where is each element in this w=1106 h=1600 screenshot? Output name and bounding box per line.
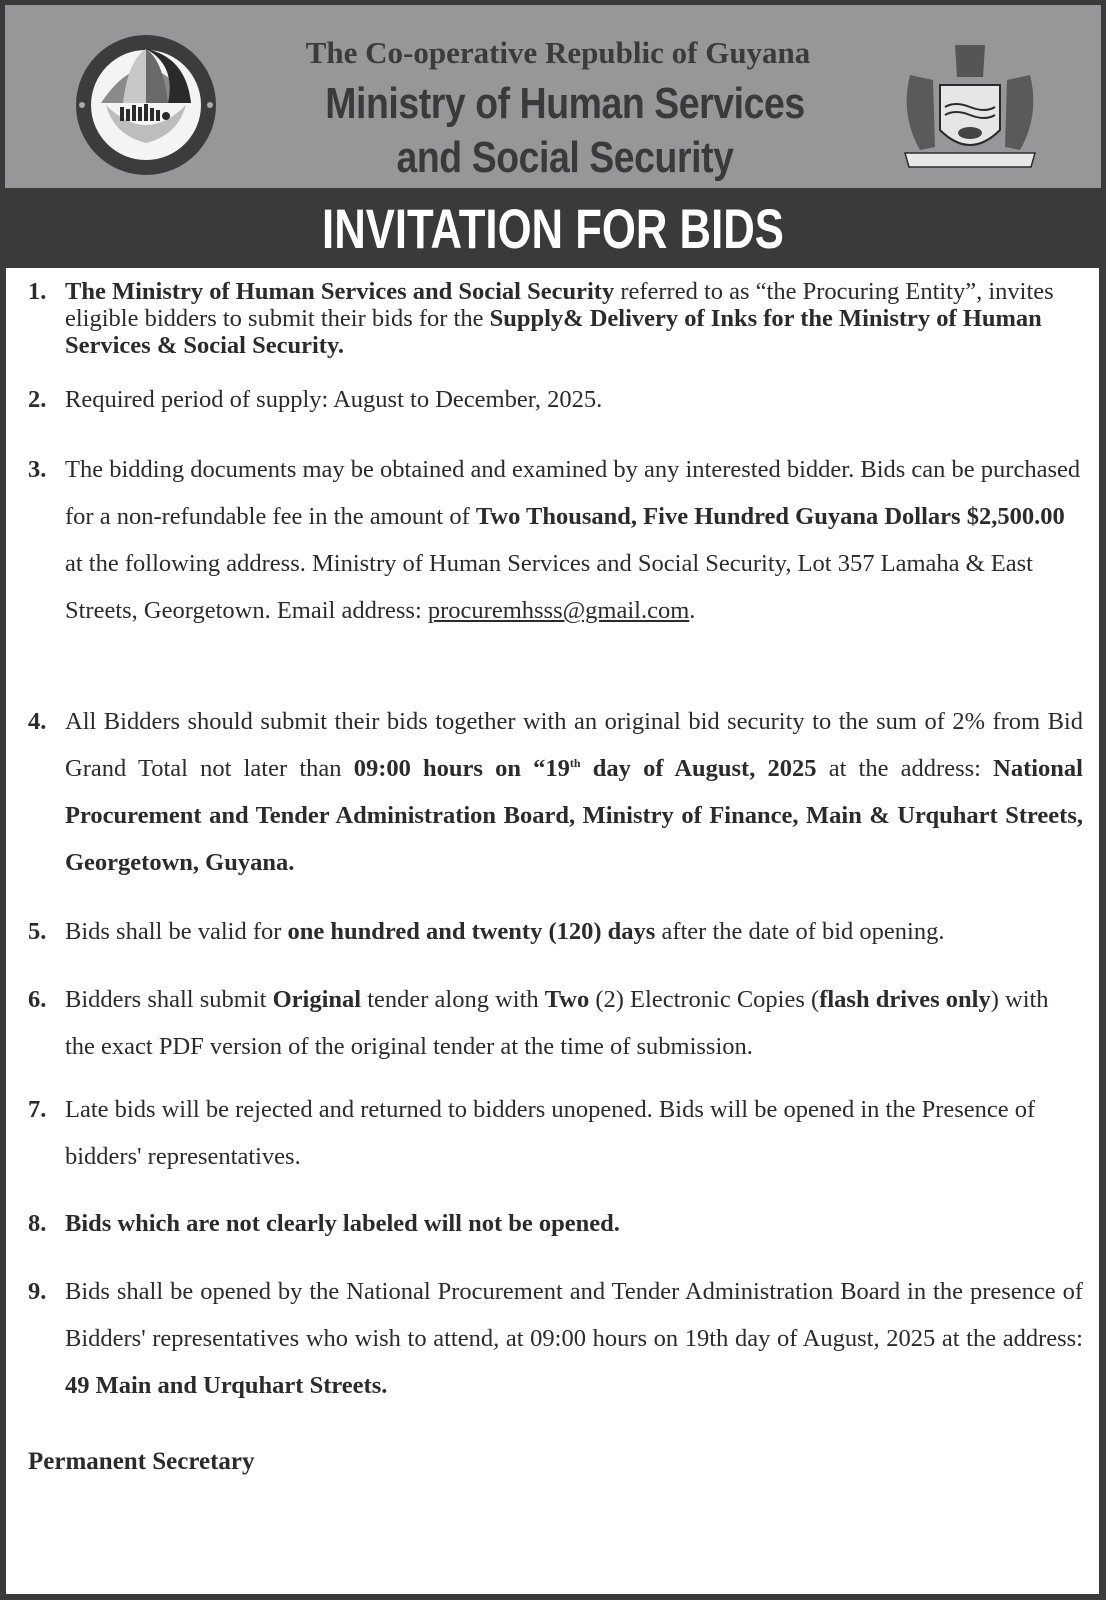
list-item — [28, 908, 1083, 955]
list-item — [28, 976, 1083, 1070]
ministry-name-line1: Ministry of Human Services — [325, 79, 805, 128]
item-text: Bids shall be valid for one hundred and twenty (120) days after the date of bid opening. — [65, 918, 945, 945]
bold-text: Two — [544, 986, 590, 1013]
item-number: 6. — [28, 986, 47, 1013]
bold-text: Supply& Delivery of Inks for the Ministry of Human Services & Social Security. — [65, 305, 1042, 359]
bold-text: Bids which are not clearly labeled will not be opened. — [65, 1210, 620, 1237]
page-title: INVITATION FOR BIDS — [322, 197, 784, 260]
item-text: The Ministry of Human Services and Social Security referred to as “the Procuring Entity”, invites eligible bidders to submit their bids for the Supply& Delivery of Inks for the Ministry of Human Services & Social Security. — [65, 278, 1054, 359]
list-item — [28, 1086, 1083, 1180]
email-link[interactable]: procuremhsss@gmail.com — [427, 597, 690, 624]
ordinal-suffix: th — [569, 755, 581, 770]
item-number: 5. — [28, 918, 47, 945]
list-item — [28, 446, 1083, 634]
country-name: The Co-operative Republic of Guyana — [305, 35, 811, 70]
bold-text: 09:00 hours on “19 — [353, 755, 570, 782]
item-number: 4. — [28, 708, 47, 735]
bold-text: 49 Main and Urquhart Streets. — [65, 1372, 388, 1399]
item-text: The bidding documents may be obtained and examined by any interested bidder. Bids can be purchased for a non-refundable fee in the amount of Two Thousand, Five Hundred Guyana Dollars $2,500.00 at the following address. Ministry of Human Services and Social Security, Lot 357 Lamaha & East Streets, Georgetown. Email address: procuremhsss@gmail.com. — [65, 456, 1081, 624]
item-number: 2. — [28, 386, 47, 413]
notice-body — [6, 268, 1099, 1594]
bold-text: National Procurement and Tender Administration Board, Ministry of Finance, Main & Urquhart Streets, Georgetown, Guyana. — [65, 755, 1083, 876]
list-item — [28, 278, 1083, 359]
list-item — [28, 376, 1083, 423]
item-number: 8. — [28, 1210, 47, 1237]
signature: Permanent Secretary — [28, 1448, 255, 1475]
bold-text: Two Thousand, Five Hundred Guyana Dollars $2,500.00 — [475, 503, 1065, 530]
bold-text: Original — [272, 986, 362, 1013]
item-number: 3. — [28, 456, 47, 483]
item-number: 1. — [28, 278, 47, 305]
ministry-name-line2: and Social Security — [396, 133, 734, 182]
title-band — [5, 190, 1101, 266]
bold-text: day of August, 2025 — [580, 755, 817, 782]
list-item — [28, 1200, 1083, 1247]
bold-text: one hundred and twenty (120) days — [287, 918, 656, 945]
item-text — [65, 1200, 1083, 1247]
item-number: 7. — [28, 1096, 47, 1123]
list-item — [28, 1268, 1083, 1409]
item-number: 9. — [28, 1278, 47, 1305]
item-text: Bids shall be opened by the National Procurement and Tender Administration Board in the presence of Bidders' representatives who wish to attend, at 09:00 hours on 19th day of August, 2025 at the address: 49 Main and Urquhart Streets. — [65, 1278, 1083, 1399]
item-text: Required period of supply: August to December, 2025. — [65, 386, 603, 413]
header-band — [5, 5, 1101, 188]
item-text: Late bids will be rejected and returned to bidders unopened. Bids will be opened in the Presence of bidders' representatives. — [65, 1096, 1036, 1170]
bold-text: flash drives only — [819, 986, 991, 1013]
bold-text: The Ministry of Human Services and Social Security — [65, 278, 615, 305]
list-item — [28, 698, 1083, 886]
item-text: Bidders shall submit Original tender along with Two (2) Electronic Copies (flash drives only) with the exact PDF version of the original tender at the time of submission. — [65, 986, 1049, 1060]
item-text: All Bidders should submit their bids together with an original bid security to the sum of 2% from Bid Grand Total not later than 09:00 hours on “19th day of August, 2025 at the address: National Procurement and Tender Administration Board, Ministry of Finance, Main & Urquhart Streets, Georgetown, Guyana. — [65, 708, 1083, 876]
